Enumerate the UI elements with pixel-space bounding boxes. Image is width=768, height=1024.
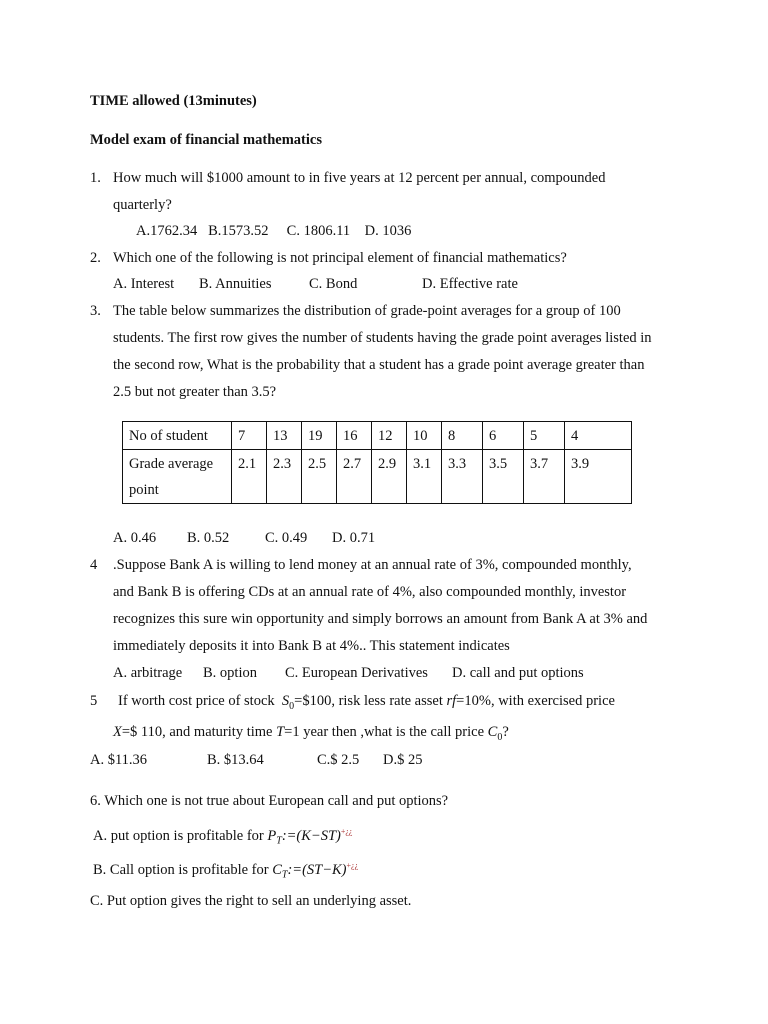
table-row-students	[123, 422, 632, 450]
q1-line1: How much will $1000 amount to in five years at 12 percent per annual, compounded	[113, 170, 606, 186]
q5-stock-value: =$100	[294, 693, 332, 709]
grade-label-line2: point	[129, 482, 159, 498]
q1-number: 1.	[90, 170, 101, 186]
table-cell: 2.3	[267, 450, 302, 504]
q2-option-c: C. Bond	[309, 276, 358, 292]
q6-a-text: A. put option is profitable for	[93, 827, 264, 844]
q5-option-a: A. $11.36	[90, 752, 148, 768]
table-cell: 19	[302, 422, 337, 450]
table-cell: 2.1	[232, 450, 267, 504]
q2-option-a: A. Interest	[113, 276, 175, 292]
q5-text-5: year then ,what is the call price	[303, 724, 485, 740]
q3-option-c: C. 0.49	[265, 530, 308, 546]
q5-rf-value: =10%	[456, 693, 491, 709]
q5-text-1: If worth cost price of stock	[118, 693, 275, 709]
table-cell: 8	[442, 422, 483, 450]
q6-b-text: B. Call option is profitable for	[93, 861, 269, 878]
q5-option-c: C.$ 2.5	[317, 752, 360, 768]
q3-option-d: D. 0.71	[332, 530, 376, 546]
q3-line2: students. The first row gives the number of students having the grade point averages listed in	[113, 330, 652, 346]
q5-stock-sub: 0	[289, 700, 295, 712]
q5-t-symbol: T	[276, 724, 285, 740]
q3-line4: 2.5 but not greater than 3.5?	[113, 384, 277, 400]
q5-t-value: =1	[284, 724, 300, 740]
q6-option-c: C. Put option gives the right to sell an underlying asset.	[90, 893, 412, 909]
q2-text: Which one of the following is not principal element of financial mathematics?	[113, 250, 567, 266]
table-cell: 7	[232, 422, 267, 450]
time-allowed: TIME allowed (13minutes)	[90, 93, 257, 109]
table-cell: 6	[483, 422, 524, 450]
q6-a-symbol: P	[267, 827, 277, 844]
table-cell: 10	[407, 422, 442, 450]
q5-c-symbol: C	[487, 724, 498, 740]
q5-rf-symbol: rf	[446, 693, 457, 709]
q5-text-2: , risk less rate asset	[331, 693, 443, 709]
q4-line2: and Bank B is offering CDs at an annual rate of 4%, also compounded monthly, investor	[113, 584, 627, 600]
grade-label-line1: Grade average	[129, 456, 214, 472]
q2-option-b: B. Annuities	[199, 276, 272, 292]
q6-b-sup: +¿¿	[346, 861, 359, 870]
q2-number: 2.	[90, 250, 101, 266]
table-cell: 4	[565, 422, 632, 450]
q5-c-sub: 0	[497, 731, 503, 743]
q4-option-d: D. call and put options	[452, 665, 584, 681]
q1-options: A.1762.34 B.1573.52 C. 1806.11 D. 1036	[136, 223, 412, 239]
table-row-label: No of student	[123, 422, 232, 450]
gpa-table	[122, 421, 632, 504]
q6-b-expr: :=(ST−K)	[287, 861, 347, 878]
table-cell: 3.7	[524, 450, 565, 504]
q5-number: 5	[90, 693, 98, 709]
q5-stock-symbol: S	[281, 693, 290, 709]
table-row-label	[123, 450, 232, 504]
table-cell: 5	[524, 422, 565, 450]
q3-line1: The table below summarizes the distribution of grade-point averages for a group of 100	[113, 303, 621, 319]
q6-b-sub: T	[281, 869, 288, 881]
q3-option-a: A. 0.46	[113, 530, 157, 546]
q5-x-symbol: X	[113, 724, 122, 740]
q6-a-sub: T	[276, 835, 282, 847]
table-cell: 2.9	[372, 450, 407, 504]
q6-option-b	[93, 857, 358, 885]
q4-option-c: C. European Derivatives	[285, 665, 428, 681]
q5-line1	[118, 692, 615, 716]
q6-a-sup: +¿¿	[340, 827, 353, 836]
q4-line1: .Suppose Bank A is willing to lend money at an annual rate of 3%, compounded monthly,	[113, 557, 632, 573]
q4-line3: recognizes this sure win opportunity and simply borrows an amount from Bank A at 3% and	[113, 611, 648, 627]
q6-text: 6. Which one is not true about European call and put options?	[90, 793, 449, 809]
exam-title: Model exam of financial mathematics	[90, 132, 322, 148]
table-row-grades	[123, 450, 632, 504]
q5-text-3: , with exercised price	[490, 693, 615, 709]
q4-number: 4	[90, 557, 98, 573]
q4-option-a: A. arbitrage	[113, 665, 183, 681]
q4-line4: immediately deposits it into Bank B at 4%.. This statement indicates	[113, 638, 510, 654]
table-cell: 2.7	[337, 450, 372, 504]
table-cell: 3.3	[442, 450, 483, 504]
q5-x-value: =$ 110	[121, 724, 163, 740]
q1-line2: quarterly?	[113, 197, 172, 213]
q5-text-4: , and maturity time	[162, 724, 273, 740]
q6-option-a	[93, 823, 352, 851]
table-cell: 3.5	[483, 450, 524, 504]
table-cell: 13	[267, 422, 302, 450]
q3-number: 3.	[90, 303, 101, 319]
q3-line3: the second row, What is the probability that a student has a grade point average greater than	[113, 357, 645, 373]
q2-option-d: D. Effective rate	[422, 276, 518, 292]
table-cell: 12	[372, 422, 407, 450]
table-cell: 3.1	[407, 450, 442, 504]
q6-a-expr: :=(K−ST)	[281, 827, 341, 844]
q5-line2	[113, 723, 509, 747]
table-cell: 2.5	[302, 450, 337, 504]
q5-option-b: B. $13.64	[207, 752, 264, 768]
q5-end: ?	[502, 724, 509, 740]
table-cell: 16	[337, 422, 372, 450]
q6-b-symbol: C	[272, 861, 282, 878]
q5-option-d: D.$ 25	[383, 752, 423, 768]
table-cell: 3.9	[565, 450, 632, 504]
q3-option-b: B. 0.52	[187, 530, 230, 546]
q4-option-b: B. option	[203, 665, 257, 681]
